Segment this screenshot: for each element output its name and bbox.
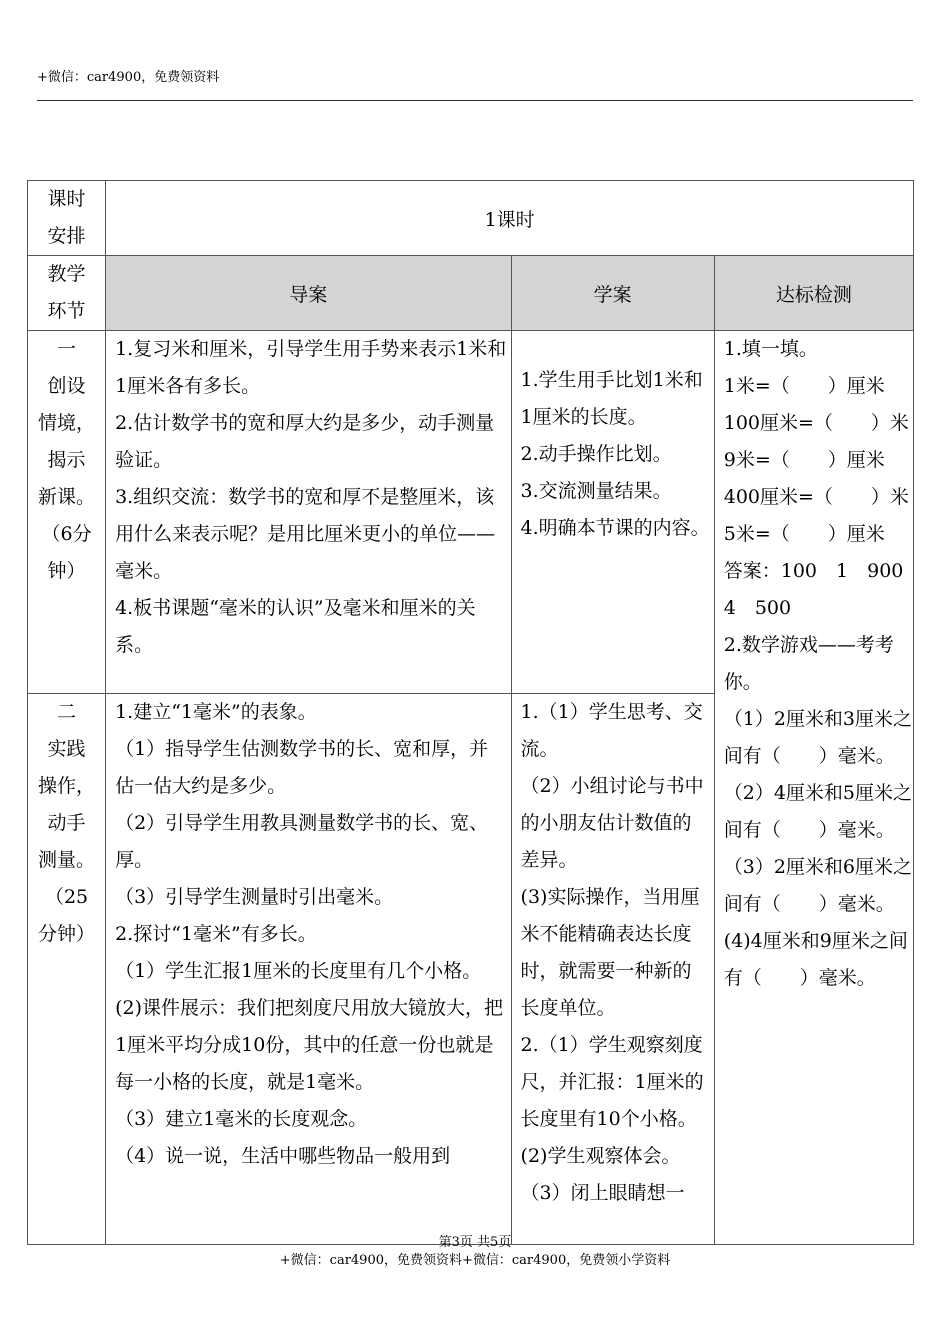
guide-item: （1）学生汇报1厘米的长度里有几个小格。: [115, 960, 482, 982]
column-header-guide: 导案: [106, 256, 511, 331]
check-item: 5米=（ ）厘米: [723, 523, 885, 545]
check-content: [715, 331, 923, 997]
stage-2-study: [511, 694, 714, 1245]
study-item: 1.学生用手比划1米和1厘米的长度。: [520, 369, 703, 428]
stage-line: 创设: [47, 375, 86, 397]
column-header-row: [28, 256, 914, 331]
stage-2-guide: [106, 694, 511, 1245]
guide-item: 3.组织交流：数学书的宽和厚不是整厘米，该用什么来表示呢？是用比厘米更小的单位——毫米。: [115, 486, 496, 582]
stage-line: 情境，: [38, 412, 96, 434]
study-item: （2）小组讨论与书中的小朋友估计数值的差异。: [520, 775, 704, 871]
label-line: 安排: [47, 225, 86, 247]
lesson-hours-value: 1课时: [106, 181, 914, 256]
stage-line: 动手: [47, 812, 86, 834]
check-item: （2）4厘米和5厘米之间有（ ）毫米。: [723, 782, 913, 841]
stage-line: 钟）: [47, 560, 86, 582]
stage-1-guide: [106, 331, 511, 694]
lesson-hours-label: [28, 181, 106, 256]
check-answer: 答案：100 1 900 4 500: [723, 560, 923, 619]
study-item: 3.交流测量结果。: [520, 480, 672, 502]
footer-watermark-text: +微信：car4900，免费领资料+微信：car4900，免费领小学资料: [279, 1253, 671, 1268]
stage-line: 揭示: [47, 449, 86, 471]
check-item: 2.数学游戏——考考你。: [723, 634, 894, 693]
stage-line: 操作，: [38, 775, 96, 797]
guide-item: （1）指导学生估测数学书的长、宽和厚，并估一估大约是多少。: [115, 738, 489, 797]
guide-item: （2）引导学生用教具测量数学书的长、宽、厚。: [115, 812, 489, 871]
check-item: 9米=（ ）厘米: [723, 449, 885, 471]
page-number: 第3页 共5页: [438, 1235, 512, 1250]
lesson-hours-row: [28, 181, 914, 256]
guide-item: （4）说一说，生活中哪些物品一般用到: [115, 1145, 451, 1167]
check-column: [714, 331, 923, 1245]
guide-item: (2)课件展示：我们把刻度尺用放大镜放大，把1厘米平均分成10份，其中的任意一份也就是每一小格的长度，就是1毫米。: [115, 997, 503, 1093]
check-item: （1）2厘米和3厘米之间有（ ）毫米。: [723, 708, 913, 767]
header-divider: [37, 100, 913, 101]
stage-line: 分钟）: [38, 923, 96, 945]
lesson-plan-table: [27, 180, 923, 1245]
stage-row-1: [28, 331, 914, 694]
study-item: (2)学生观察体会。: [520, 1145, 681, 1167]
header-watermark-text: +微信：car4900，免费领资料: [37, 70, 220, 85]
guide-item: 1.建立“1毫米”的表象。: [115, 701, 317, 723]
check-item: 1米=（ ）厘米: [723, 375, 885, 397]
stage-line: 一: [57, 338, 77, 360]
study-item: （3）闭上眼睛想一: [520, 1182, 685, 1204]
check-item: （3）2厘米和6厘米之间有（ ）毫米。: [723, 856, 913, 915]
study-item: 4.明确本节课的内容。: [520, 517, 710, 539]
guide-item: （3）引导学生测量时引出毫米。: [115, 886, 394, 908]
teaching-stage-label: [28, 256, 106, 331]
stage-line: 测量。: [38, 849, 96, 871]
guide-item: 2.估计数学书的宽和厚大约是多少，动手测量验证。: [115, 412, 495, 471]
study-item: (3)实际操作，当用厘米不能精确表达长度时，就需要一种新的长度单位。: [520, 886, 700, 1019]
label-line: 环节: [47, 300, 86, 322]
check-item: (4)4厘米和9厘米之间有（ ）毫米。: [723, 930, 908, 989]
stage-line: （25: [44, 886, 89, 908]
column-header-check: 达标检测: [714, 256, 913, 331]
label-line: 教学: [47, 263, 86, 285]
stage-line: （6分: [41, 523, 92, 545]
stage-1-study: [511, 331, 714, 694]
study-item: 2.动手操作比划。: [520, 443, 672, 465]
column-header-study: 学案: [511, 256, 714, 331]
guide-item: 1.复习米和厘米，引导学生用手势来表示1米和1厘米各有多长。: [115, 338, 507, 397]
stage-2-label: [28, 694, 106, 1245]
stage-1-label: [28, 331, 106, 694]
guide-item: 4.板书课题“毫米的认识”及毫米和厘米的关系。: [115, 597, 476, 656]
stage-line: 实践: [47, 738, 86, 760]
check-item: 100厘米=（ ）米: [723, 412, 909, 434]
check-item: 1.填一填。: [723, 338, 818, 360]
label-line: 课时: [47, 188, 86, 210]
study-item: 1.（1）学生思考、交流。: [520, 701, 703, 760]
check-item: 400厘米=（ ）米: [723, 486, 909, 508]
stage-line: 新课。: [38, 486, 96, 508]
study-item: 2.（1）学生观察刻度尺，并汇报：1厘米的长度里有10个小格。: [520, 1034, 704, 1130]
guide-item: （3）建立1毫米的长度观念。: [115, 1108, 368, 1130]
stage-line: 二: [57, 701, 77, 723]
guide-item: 2.探讨“1毫米”有多长。: [115, 923, 317, 945]
